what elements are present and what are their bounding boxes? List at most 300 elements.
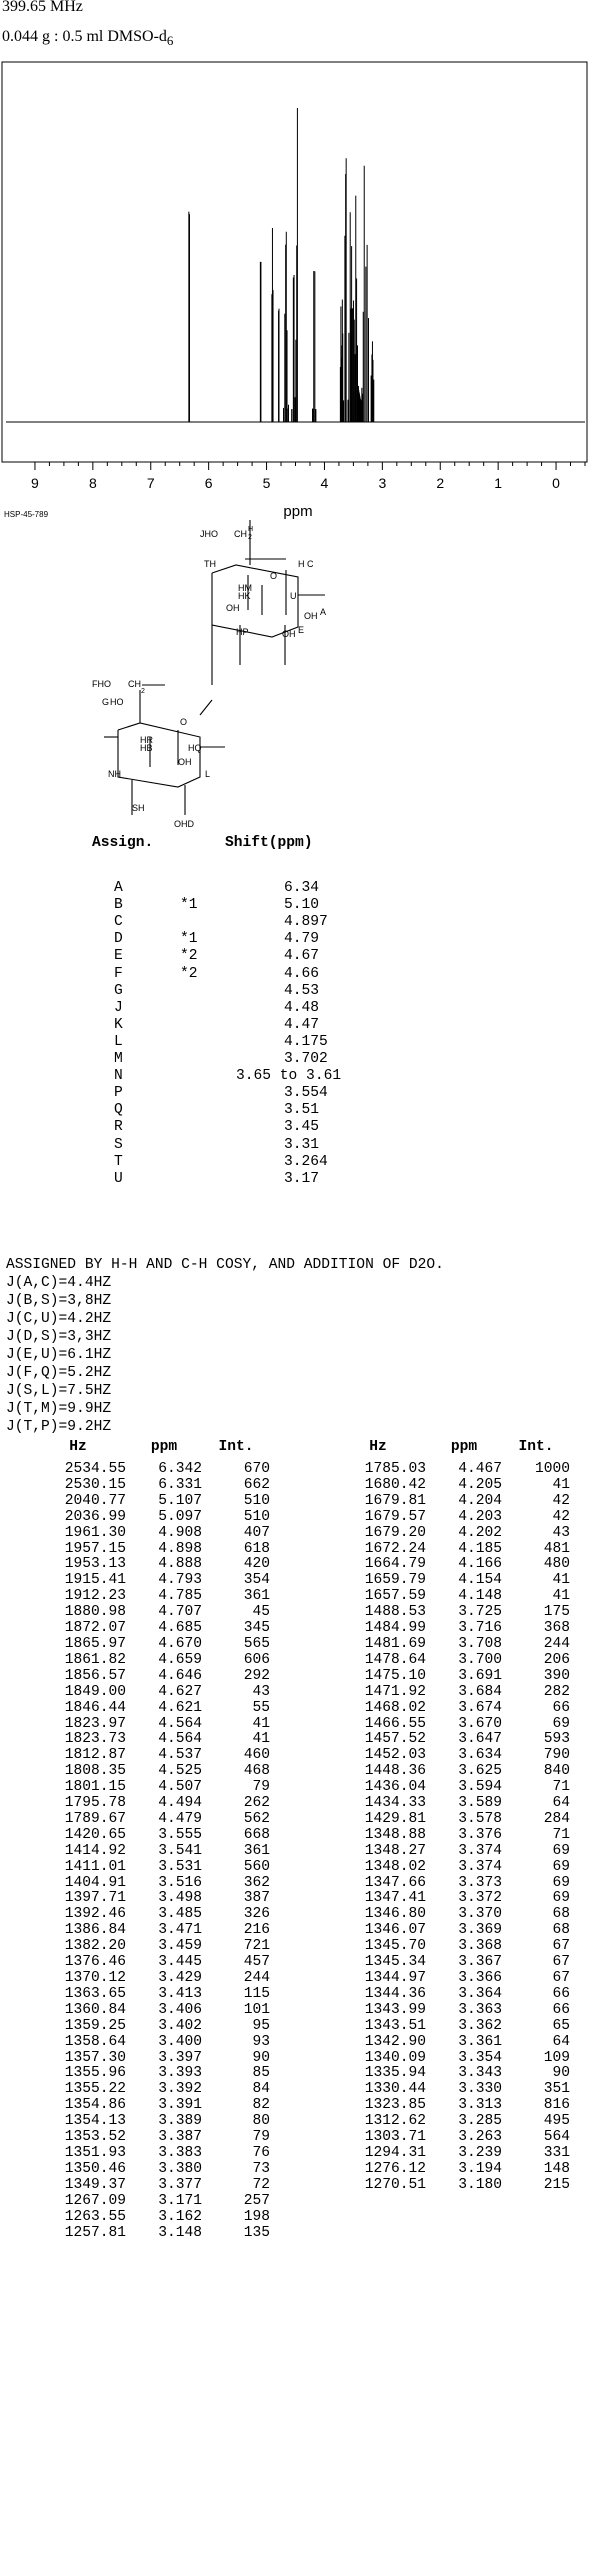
table-row (0, 1955, 270, 1971)
table-row (0, 1701, 270, 1717)
hz-value: 1257.81 (64, 2224, 126, 2241)
int-value: 69 (552, 1715, 570, 1732)
ppm-value: 4.621 (158, 1699, 202, 1716)
hz-value: 1785.03 (364, 1461, 426, 1477)
x-tick-label: 1 (494, 475, 503, 491)
hz-value: 1849.00 (64, 1683, 126, 1700)
int-value: 41 (552, 1588, 570, 1605)
atom-label: OH (282, 629, 296, 639)
table-row (0, 2114, 270, 2130)
coupling-constant: J(C,U)=4.2HZ (6, 1311, 112, 1327)
ppm-value: 3.376 (458, 1826, 502, 1843)
int-value: 67 (552, 1970, 570, 1986)
atom-label: G (102, 697, 110, 707)
hz-value: 1346.07 (364, 1922, 426, 1939)
int-value: 560 (243, 1858, 270, 1875)
assignment-row (0, 1154, 400, 1171)
int-value: 93 (252, 2033, 270, 2050)
int-value: 80 (252, 2113, 270, 2130)
int-value: 257 (243, 2192, 270, 2209)
assignment-shift: 3.702 (284, 1051, 328, 1067)
table-row (0, 1621, 270, 1637)
assignment-shift: 3.31 (284, 1136, 320, 1153)
assignment-row (0, 880, 400, 897)
hz-value: 1957.15 (64, 1540, 126, 1557)
ppm-value: 3.708 (458, 1635, 502, 1652)
ppm-value: 3.725 (458, 1604, 502, 1621)
assignment-row (0, 948, 400, 965)
int-value: 68 (552, 1922, 570, 1939)
hz-value: 1468.02 (364, 1699, 426, 1716)
table-row (300, 1923, 570, 1939)
coupling-constant: J(B,S)=3,8HZ (6, 1293, 112, 1309)
int-value: 326 (243, 1906, 270, 1923)
int-value: 66 (552, 1985, 570, 2002)
table-row (300, 2066, 570, 2082)
hz-value: 1801.15 (64, 1779, 126, 1796)
int-value: 41 (552, 1572, 570, 1589)
hz-value: 1880.98 (64, 1604, 126, 1621)
int-value: 282 (543, 1683, 570, 1700)
hz-value: 1358.64 (64, 2033, 126, 2050)
table-row (300, 2146, 570, 2162)
int-value: 42 (552, 1492, 570, 1509)
assignment-letter: P (114, 1085, 123, 1102)
assignment-note: *1 (180, 897, 198, 914)
ppm-value: 5.097 (158, 1508, 202, 1525)
col-ppm: ppm (450, 1439, 478, 1455)
table-row (300, 2130, 570, 2146)
assignment-row (0, 1171, 400, 1188)
assignment-note: *2 (180, 948, 198, 965)
assignment-letter: M (114, 1051, 123, 1067)
assignment-row (0, 1137, 400, 1154)
hz-value: 1348.27 (364, 1842, 426, 1859)
atom-label: TH (204, 559, 216, 569)
coupling-constant: J(D,S)=3,3HZ (6, 1329, 112, 1345)
int-value: 562 (243, 1810, 270, 1827)
ppm-value: 3.354 (458, 2049, 502, 2066)
coupling-constant: J(T,M)=9.9HZ (6, 1401, 112, 1417)
ppm-value: 3.171 (158, 2192, 202, 2209)
ppm-value: 3.498 (158, 1890, 202, 1907)
ppm-value: 3.367 (458, 1954, 502, 1971)
sample-code: HSP-45-789 (4, 510, 49, 519)
assignment-letter: G (114, 982, 123, 999)
atom-label: HM (238, 583, 252, 593)
int-value: 43 (252, 1683, 270, 1700)
table-row (300, 1557, 570, 1573)
assignment-shift: 3.45 (284, 1119, 320, 1136)
table-row (0, 1939, 270, 1955)
ppm-value: 3.387 (158, 2129, 202, 2146)
atom-label: HB (140, 743, 153, 753)
table-row (300, 1542, 570, 1558)
int-value: 90 (252, 2049, 270, 2066)
table-row (300, 1685, 570, 1701)
hz-value: 1457.52 (364, 1731, 426, 1748)
coupling-constant: J(F,Q)=5.2HZ (6, 1365, 112, 1381)
assignment-letter: S (114, 1136, 123, 1153)
ppm-value: 3.263 (458, 2129, 502, 2146)
ppm-value: 3.402 (158, 2017, 202, 2034)
ppm-value: 3.148 (158, 2224, 202, 2241)
ppm-value: 4.479 (158, 1810, 202, 1827)
assignment-shift: 4.897 (284, 914, 328, 931)
hz-value: 1436.04 (364, 1779, 426, 1796)
coupling-constant: J(A,C)=4.4HZ (6, 1275, 112, 1291)
ppm-value: 3.406 (158, 2001, 202, 2018)
hz-value: 1475.10 (364, 1667, 426, 1684)
ppm-value: 3.362 (458, 2017, 502, 2034)
ppm-value: 4.564 (158, 1715, 202, 1732)
ppm-value: 4.888 (158, 1556, 202, 1573)
coupling-constants (6, 1274, 444, 1435)
hz-value: 1404.91 (64, 1874, 126, 1891)
table-row (0, 1780, 270, 1796)
hz-value: 1370.12 (64, 1970, 126, 1986)
int-value: 618 (243, 1540, 270, 1557)
table-row (0, 2019, 270, 2035)
atom-label: H (248, 526, 254, 533)
sample-description (2, 28, 173, 49)
int-value: 361 (243, 1588, 270, 1605)
assignment-shift: 5.10 (284, 897, 320, 914)
ppm-value: 3.594 (458, 1779, 502, 1796)
ppm-value: 4.685 (158, 1620, 202, 1637)
table-row (300, 1669, 570, 1685)
ppm-value: 3.343 (458, 2065, 502, 2082)
int-value: 481 (543, 1540, 570, 1557)
int-value: 790 (543, 1747, 570, 1764)
int-value: 69 (552, 1842, 570, 1859)
table-row (0, 2210, 270, 2226)
table-row (0, 1669, 270, 1685)
hz-value: 1397.71 (64, 1890, 126, 1907)
table-row (0, 2003, 270, 2019)
ppm-value: 3.684 (458, 1683, 502, 1700)
table-row (300, 1605, 570, 1621)
x-tick-label: 9 (31, 475, 39, 491)
int-value: 71 (552, 1826, 570, 1843)
int-value: 73 (252, 2160, 270, 2177)
hz-value: 1411.01 (64, 1858, 126, 1875)
atom-label: 2 (141, 688, 145, 695)
atom-label: SH (132, 803, 145, 813)
hz-value: 1351.93 (64, 2144, 126, 2161)
ppm-value: 3.313 (458, 2097, 502, 2114)
table-row (300, 1653, 570, 1669)
ppm-value: 3.670 (458, 1715, 502, 1732)
atom-label: H (298, 559, 305, 569)
int-value: 76 (252, 2144, 270, 2161)
table-row (300, 1828, 570, 1844)
ppm-value: 4.793 (158, 1572, 202, 1589)
ppm-value: 3.368 (458, 1938, 502, 1955)
hz-value: 1342.90 (364, 2033, 426, 2050)
int-value: 198 (243, 2208, 270, 2225)
int-value: 45 (252, 1604, 270, 1621)
ppm-value: 3.374 (458, 1842, 502, 1859)
int-value: 670 (243, 1461, 270, 1477)
hz-value: 1263.55 (64, 2208, 126, 2225)
table-row (300, 1494, 570, 1510)
ppm-value: 3.589 (458, 1795, 502, 1812)
int-value: 816 (543, 2097, 570, 2114)
hz-value: 1348.02 (364, 1858, 426, 1875)
table-row (0, 1605, 270, 1621)
atom-label: FHO (92, 679, 111, 689)
hz-value: 1795.78 (64, 1795, 126, 1812)
hz-value: 1359.25 (64, 2017, 126, 2034)
int-value: 135 (243, 2224, 270, 2241)
hz-value: 1448.36 (364, 1763, 426, 1780)
table-row (300, 1510, 570, 1526)
table-row (0, 1526, 270, 1542)
ppm-value: 3.691 (458, 1667, 502, 1684)
assignment-method: ASSIGNED BY H-H AND C-H COSY, AND ADDITION OF D2O. (6, 1257, 444, 1273)
hz-value: 1353.52 (64, 2129, 126, 2146)
ppm-value: 3.239 (458, 2144, 502, 2161)
hz-value: 1861.82 (64, 1651, 126, 1668)
int-value: 41 (252, 1731, 270, 1748)
ppm-value: 3.400 (158, 2033, 202, 2050)
table-row (0, 1748, 270, 1764)
hz-value: 1420.65 (64, 1826, 126, 1843)
assignment-shift: 4.79 (284, 931, 320, 948)
table-row (300, 2019, 570, 2035)
table-row (300, 1907, 570, 1923)
int-value: 510 (243, 1492, 270, 1509)
assignment-row (0, 897, 400, 914)
ppm-value: 3.634 (458, 1747, 502, 1764)
structure-labels (92, 526, 326, 829)
int-value: 407 (243, 1524, 270, 1541)
table-row (300, 1780, 570, 1796)
int-value: 593 (543, 1731, 570, 1748)
assignment-row (0, 966, 400, 983)
atom-label: OHD (174, 819, 194, 829)
ppm-value: 3.391 (158, 2097, 202, 2114)
ppm-value: 3.392 (158, 2081, 202, 2098)
table-row (300, 1573, 570, 1589)
atom-label: C (307, 559, 314, 569)
atom-label: HO (110, 697, 124, 707)
table-row (0, 1494, 270, 1510)
assignment-shift: 4.47 (284, 1016, 320, 1033)
ppm-value: 3.363 (458, 2001, 502, 2018)
hz-value: 1348.88 (364, 1826, 426, 1843)
assignment-shift: 3.554 (284, 1085, 328, 1102)
int-value: 90 (552, 2065, 570, 2082)
hz-value: 1270.51 (364, 2176, 426, 2193)
int-value: 457 (243, 1954, 270, 1971)
atom-label: OH (304, 611, 318, 621)
table-row (0, 1844, 270, 1860)
table-row (0, 1510, 270, 1526)
table-row (300, 1796, 570, 1812)
hz-value: 1915.41 (64, 1572, 126, 1589)
assignment-shift: 3.51 (284, 1102, 320, 1119)
table-row (300, 1637, 570, 1653)
assignment-shift: 3.17 (284, 1170, 320, 1187)
hz-value: 1345.70 (364, 1938, 426, 1955)
hz-value: 1679.20 (364, 1524, 426, 1541)
int-value: 495 (543, 2113, 570, 2130)
col-hz: Hz (369, 1439, 387, 1455)
hz-value: 1471.92 (364, 1683, 426, 1700)
int-value: 215 (543, 2176, 570, 2193)
ppm-value: 4.627 (158, 1683, 202, 1700)
int-value: 262 (243, 1795, 270, 1812)
hz-value: 1664.79 (364, 1556, 426, 1573)
int-value: 67 (552, 1954, 570, 1971)
ppm-value: 4.525 (158, 1763, 202, 1780)
int-value: 68 (552, 1906, 570, 1923)
x-tick-label: 0 (552, 475, 560, 491)
table-row (300, 1939, 570, 1955)
hz-value: 1659.79 (364, 1572, 426, 1589)
table-row (0, 1796, 270, 1812)
x-axis-label: ppm (283, 503, 313, 520)
atom-label: O (180, 717, 188, 727)
int-value: 101 (243, 2001, 270, 2018)
int-value: 41 (252, 1715, 270, 1732)
assignment-letter: F (114, 965, 123, 982)
assignment-letter: K (114, 1016, 123, 1033)
assignment-shift: 4.175 (284, 1033, 328, 1050)
hz-value: 1344.36 (364, 1985, 426, 2002)
hz-value: 2036.99 (64, 1508, 126, 1525)
assignment-letter: U (114, 1170, 123, 1187)
spectrometer-frequency: 399.65 MHz (2, 0, 83, 15)
ppm-value: 4.898 (158, 1540, 202, 1557)
hz-value: 1912.23 (64, 1588, 126, 1605)
int-value: 175 (543, 1604, 570, 1621)
int-value: 69 (552, 1858, 570, 1875)
hz-value: 1488.53 (364, 1604, 426, 1621)
int-value: 368 (543, 1620, 570, 1637)
table-row (0, 2066, 270, 2082)
ppm-value: 3.180 (458, 2176, 502, 2193)
table-row (300, 2114, 570, 2130)
assignment-shift: 4.48 (284, 999, 320, 1016)
ppm-value: 3.389 (158, 2113, 202, 2130)
hz-value: 1360.84 (64, 2001, 126, 2018)
int-value: 668 (243, 1826, 270, 1843)
table-row (0, 2178, 270, 2194)
assignment-shift: 4.53 (284, 982, 320, 999)
assignment-shift: 4.66 (284, 965, 320, 982)
hz-value: 1330.44 (364, 2081, 426, 2098)
assignment-row (0, 931, 400, 948)
int-value: 1000 (534, 1461, 570, 1477)
table-row (0, 1732, 270, 1748)
atom-label: NH (108, 769, 121, 779)
int-value: 206 (543, 1651, 570, 1668)
hz-value: 1680.42 (364, 1476, 426, 1493)
table-row (300, 1701, 570, 1717)
hz-value: 1382.20 (64, 1938, 126, 1955)
ppm-value: 3.372 (458, 1890, 502, 1907)
hz-value: 1355.96 (64, 2065, 126, 2082)
assignment-letter: T (114, 1153, 123, 1170)
hz-value: 1823.73 (64, 1731, 126, 1748)
ppm-value: 3.366 (458, 1970, 502, 1986)
hz-value: 2040.77 (64, 1492, 126, 1509)
ppm-value: 3.374 (458, 1858, 502, 1875)
int-value: 69 (552, 1890, 570, 1907)
ppm-value: 3.625 (458, 1763, 502, 1780)
int-value: 66 (552, 2001, 570, 2018)
int-value: 85 (252, 2065, 270, 2082)
ppm-value: 4.908 (158, 1524, 202, 1541)
int-value: 362 (243, 1874, 270, 1891)
hz-value: 1355.22 (64, 2081, 126, 2098)
hz-value: 1856.57 (64, 1667, 126, 1684)
atom-label: CH (128, 679, 141, 689)
ppm-value: 3.541 (158, 1842, 202, 1859)
table-row (0, 1907, 270, 1923)
int-value: 95 (252, 2017, 270, 2034)
ppm-value: 4.659 (158, 1651, 202, 1668)
table-row (300, 1748, 570, 1764)
int-value: 390 (543, 1667, 570, 1684)
table-row (0, 1637, 270, 1653)
atom-label: HK (238, 591, 251, 601)
table-row (0, 2098, 270, 2114)
int-value: 69 (552, 1874, 570, 1891)
assignment-note: *2 (180, 965, 198, 982)
int-value: 420 (243, 1556, 270, 1573)
assignment-letter: Q (114, 1102, 123, 1119)
hz-value: 1294.31 (364, 2144, 426, 2161)
assignment-letter: B (114, 897, 123, 914)
coupling-constant: J(T,P)=9.2HZ (6, 1419, 112, 1435)
hz-value: 1808.35 (64, 1763, 126, 1780)
assignment-letter: L (114, 1033, 123, 1050)
ppm-value: 3.531 (158, 1858, 202, 1875)
ppm-value: 3.330 (458, 2081, 502, 2098)
ppm-value: 3.555 (158, 1826, 202, 1843)
hz-value: 1350.46 (64, 2160, 126, 2177)
atom-label: JHO (200, 529, 218, 539)
table-row (300, 2003, 570, 2019)
table-row (300, 1478, 570, 1494)
table-row (300, 1621, 570, 1637)
table-row (0, 2051, 270, 2067)
int-value: 387 (243, 1890, 270, 1907)
assignment-row (0, 1034, 400, 1051)
table-row (0, 2226, 270, 2242)
assignment-letter: D (114, 931, 123, 948)
hz-value: 1267.09 (64, 2192, 126, 2209)
ppm-value: 4.494 (158, 1795, 202, 1812)
x-tick-label: 6 (204, 475, 213, 491)
int-value: 82 (252, 2097, 270, 2114)
table-row (300, 1764, 570, 1780)
x-tick-label: 2 (436, 475, 445, 491)
int-value: 351 (543, 2081, 570, 2098)
table-row (300, 1955, 570, 1971)
table-row (300, 1526, 570, 1542)
atom-label: O (270, 571, 278, 581)
assignment-note: *1 (180, 931, 198, 948)
nmr-spectrum-chart (0, 60, 595, 520)
atom-label: HQ (188, 743, 202, 753)
int-value: 662 (243, 1476, 270, 1493)
col-int: Int. (518, 1439, 554, 1455)
